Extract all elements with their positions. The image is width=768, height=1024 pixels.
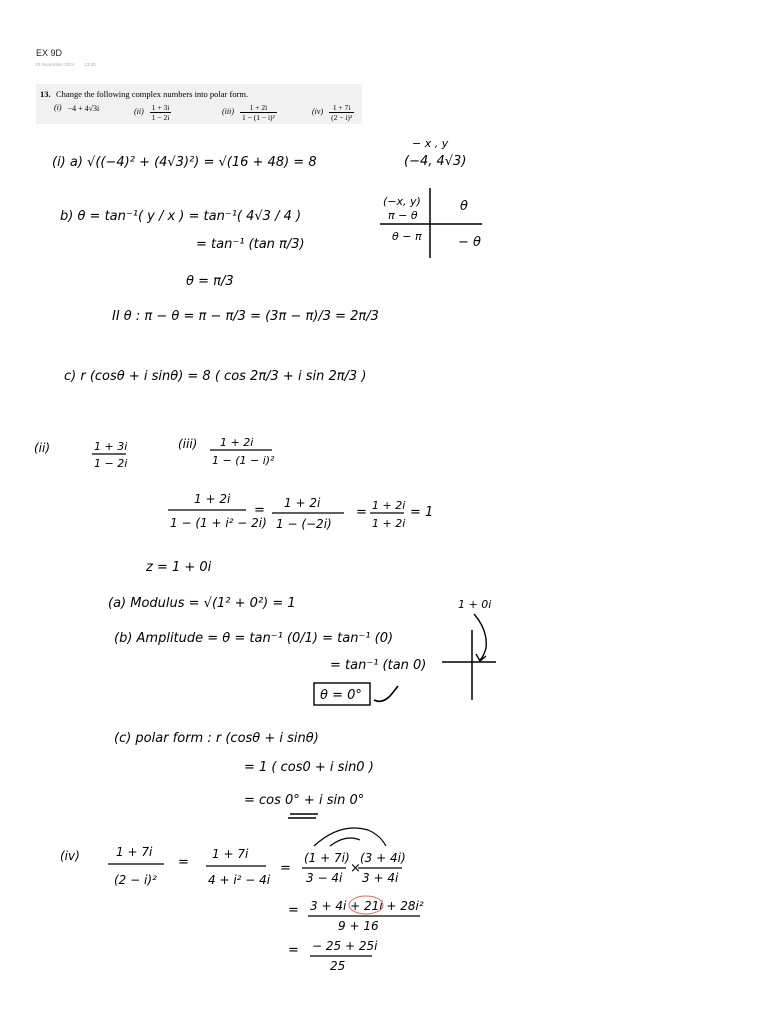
page-title: EX 9D (36, 48, 63, 58)
work-iv-numerator-2: 1 + 7i (212, 847, 249, 861)
arrow-curve-icon (330, 838, 360, 846)
part-expression: −4 + 4√3i (67, 103, 100, 113)
simplify-result: = 1 (410, 505, 434, 520)
simplify-step1-denominator: 1 − (1 + i² − 2i) (170, 516, 267, 530)
work-iv-denominator: (2 − i)² (114, 873, 157, 887)
work-polar-form-3: = cos 0° + i sin 0° (244, 793, 365, 808)
work-iv-result-denominator: 25 (330, 959, 346, 973)
work-i-polar: c) r (cosθ + i sinθ) = 8 ( cos 2π/3 + i sin 2π/3 ) (64, 369, 367, 384)
page-date: 01 November 2024 (36, 62, 75, 67)
equals-sign: = (254, 503, 265, 518)
part-numerator: 1 + 3i (151, 103, 170, 112)
part-denominator: (2 − i)² (331, 113, 353, 122)
part-numerator: 1 + 2i (240, 103, 277, 113)
work-i-argument-2: = tan⁻¹ (tan π/3) (196, 237, 305, 252)
equals-sign: = (356, 505, 367, 520)
boxed-answer-text: θ = 0° (320, 688, 362, 703)
page-time: 13:30 (84, 62, 96, 67)
table-top-right: θ (460, 199, 468, 214)
equals-sign: = (280, 861, 291, 876)
work-amplitude: (b) Amplitude = θ = tan⁻¹ (0/1) = tan⁻¹ (0) (114, 631, 394, 646)
part-numerator: 1 + 7i (329, 103, 354, 113)
work-iv-factor-2-denominator: 3 + 4i (362, 871, 399, 885)
work-i-theta: θ = π/3 (186, 274, 234, 289)
table-bottom-left: θ − π (392, 230, 422, 243)
table-top-left-2: π − θ (388, 209, 418, 222)
work-iv-expanded-numerator: 3 + 4i + 21i + 28i² (310, 899, 424, 913)
work-z-value: z = 1 + 0i (146, 560, 212, 575)
part-label: (iv) (312, 107, 324, 117)
table-top-left-1: (−x, y) (383, 195, 421, 208)
arrow-curve-icon (474, 614, 486, 660)
part-denominator: 1 − 2i (151, 113, 170, 122)
work-ii-denominator: 1 − 2i (94, 457, 128, 470)
work-iv-result-numerator: − 25 + 25i (312, 939, 378, 953)
question-number: 13. (40, 89, 51, 99)
work-ii-label: (ii) (34, 441, 51, 455)
simplify-step2-denominator: 1 − (−2i) (276, 517, 332, 531)
work-iv-factor-1-numerator: (1 + 7i) (304, 851, 350, 865)
simplify-step3-numerator: 1 + 2i (372, 499, 406, 512)
work-modulus: (a) Modulus = √(1² + 0²) = 1 (108, 596, 296, 611)
corner-note-2: (−4, 4√3) (404, 154, 467, 169)
simplify-step2-numerator: 1 + 2i (284, 496, 321, 510)
part-label: (i) (54, 103, 62, 112)
work-amplitude-2: = tan⁻¹ (tan 0) (330, 658, 427, 673)
work-iii-denominator: 1 − (1 − i)² (212, 454, 275, 467)
simplify-step1-numerator: 1 + 2i (194, 492, 231, 506)
equals-sign: = (178, 855, 189, 870)
part-label: (iii) (222, 107, 234, 117)
work-i-quadrant: II θ : π − θ = π − π/3 = (3π − π)/3 = 2π/3 (112, 309, 379, 324)
arrow-curve-icon (314, 828, 386, 846)
table-bottom-right: − θ (458, 235, 481, 250)
work-iv-numerator: 1 + 7i (116, 845, 153, 859)
work-i-modulus: (i) a) √((−4)² + (4√3)²) = √(16 + 48) = 8 (52, 155, 317, 170)
work-i-argument: b) θ = tan⁻¹( y / x ) = tan⁻¹( 4√3 / 4 ) (60, 209, 302, 224)
part-denominator: 1 − (1 − i)² (242, 113, 275, 122)
work-iii-label: (iii) (178, 437, 198, 451)
work-ii-numerator: 1 + 3i (94, 440, 128, 453)
work-iv-expanded-denominator: 9 + 16 (338, 919, 379, 933)
check-mark-icon (374, 686, 398, 701)
work-polar-form-2: = 1 ( cos0 + i sin0 ) (244, 760, 374, 775)
work-iv-label: (iv) (60, 849, 80, 863)
corner-note-1: − x , y (412, 137, 449, 150)
work-iv-factor-1-denominator: 3 − 4i (306, 871, 343, 885)
part-label: (ii) (134, 107, 144, 117)
work-iii-numerator: 1 + 2i (220, 436, 254, 449)
equals-sign: = (288, 903, 299, 918)
equals-sign: = (288, 943, 299, 958)
work-iv-factor-2-numerator: (3 + 4i) (360, 851, 406, 865)
work-iv-denominator-2: 4 + i² − 4i (208, 873, 271, 887)
simplify-step3-denominator: 1 + 2i (372, 517, 406, 530)
work-polar-form: (c) polar form : r (cosθ + i sinθ) (114, 731, 319, 746)
argand-point-label: 1 + 0i (458, 598, 492, 611)
question-prompt: Change the following complex numbers into polar form. (56, 89, 249, 99)
times-sign: × (350, 861, 361, 876)
arrow-head-icon (476, 654, 486, 661)
